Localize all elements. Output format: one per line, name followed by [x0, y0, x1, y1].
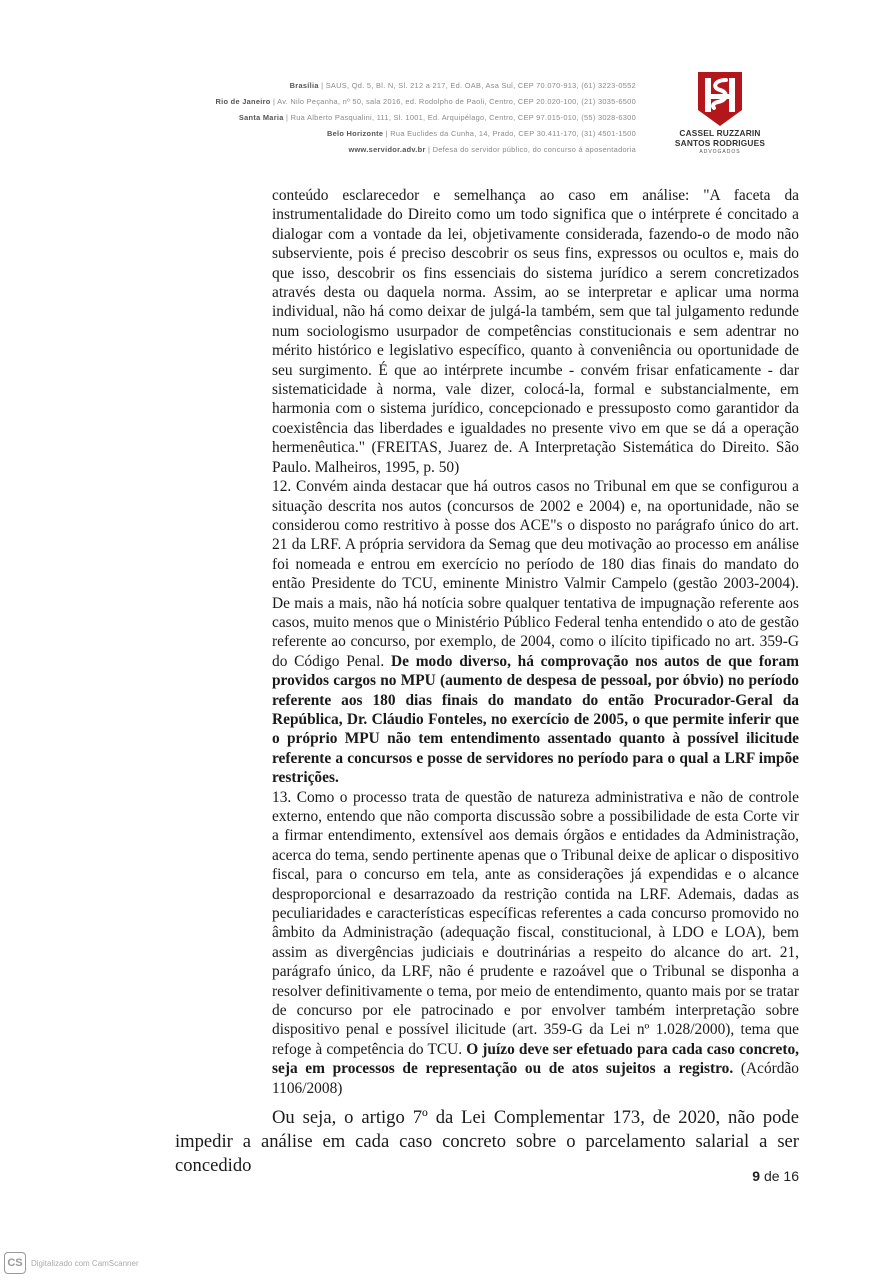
- quote-paragraph-12: [272, 477, 799, 788]
- quoted-citation-block: [272, 186, 799, 1098]
- quote-text: 13. Como o processo trata de questão de natureza administrativa e não de controle externo, entendo que não comporta discussão sobre a possibilidade de esta Corte vir a firmar entendimento, extensível aos demais órgãos e entidades da Administração, acerca do tema, sendo pertinente apenas que o Tribunal deixe de aplicar o dispositivo fiscal, para o concurso em tela, ante as considerações já expendidas e o alcance desproporcional e desarrazoado da restrição contida na LRF. Ademais, dadas as peculiaridades e características específicas referentes a cada concurso promovido no âmbito da Administração (adequação fiscal, constitucional, à LDO e LOA), bem assim as divergências judiciais e doutrinárias a respeito do alcance do art. 21, parágrafo único, da LRF, não é prudente e razoável que o Tribunal se disponha a resolver definitivamente o tema, por meio de entendimento, quanto mais por se tratar de concurso por ele patrocinado e por envolver também interpretação sobre dispositivo penal e possível ilicitude (art. 359-G da Lei nº 1.028/2000), tema que refoge à competência do TCU.: [272, 788, 799, 1058]
- address-line: Belo Horizonte | Rua Euclides da Cunha, 14, Prado, CEP 30.411-170, (31) 4501-1500: [326, 129, 636, 138]
- address-text: Av. Nilo Peçanha, nº 50, sala 2016, ed. Rodolpho de Paoli, Centro, CEP 20.020-100, (21) 3035-6500: [277, 97, 636, 106]
- address-city: Brasília: [289, 81, 319, 90]
- address-city: Santa Maria: [238, 113, 284, 122]
- page-current: 9: [752, 1168, 761, 1184]
- address-text: Rua Euclides da Cunha, 14, Prado, CEP 30.411-170, (31) 4501-1500: [390, 129, 636, 138]
- quote-bold-text: De modo diverso, há comprovação nos autos de que foram providos cargos no MPU (aumento de despesa de pessoal, por óbvio) no período referente aos 180 dias finais do mandato do então Procurador-Geral da República, Dr. Cláudio Fonteles, no exercício de 2005, o que permite inferir que o próprio MPU não tem entendimento assentado quanto à possível ilicitude referente a concursos e posse de servidores no período para o qual a LRF impõe restrições.: [272, 652, 799, 787]
- quote-paragraph: conteúdo esclarecedor e semelhança ao caso em análise: "A faceta da instrumentalidade do Direito como um todo significa que o intérprete é concitado a dialogar com a vontade da lei, objetivamente considerada, fazendo-o de modo não subserviente, pois é preciso descobrir os seus fins, expressos ou ocultos e, mais do que isso, descobrir os fins essenciais do sistema jurídico a serem concretizados através desta ou daquela norma. Assim, ao se interpretar e aplicar uma norma individual, não há como deixar de julgá-la também, sem que tal julgamento redunde num sociologismo usurpador de competências constitucionais e sem adentrar no mérito histórico e legislativo específico, quanto à conveniência ou oportunidade de seu surgimento. É que ao intérprete incumbe - convém frisar enfaticamente - dar sistematicidade à norma, vale dizer, colocá-la, formal e substancialmente, em harmonia com o sistema jurídico, concepcionado e pressuposto como garantidor da coexistência das liberdades e igualdades no presente vivo em que se dá a operação hermenêutica." (FREITAS, Juarez de. A Interpretação Sistemática do Direito. São Paulo. Malheiros, 1995, p. 50): [272, 187, 799, 476]
- quote-bold-text: O juízo deve ser efetuado para cada caso concreto, seja em processos de representação ou de atos sujeitos a registro.: [272, 1040, 800, 1078]
- page-total: 16: [783, 1168, 799, 1184]
- firm-name-line1: CASSEL RUZZARIN: [679, 128, 761, 138]
- page-number: [700, 1168, 799, 1184]
- letterhead-addresses: [150, 78, 636, 158]
- quote-citation: (Acórdão 1106/2008): [272, 1060, 799, 1097]
- camscanner-icon: CS: [4, 1252, 26, 1274]
- page-sep: de: [763, 1168, 780, 1184]
- quote-text: 12. Convém ainda destacar que há outros casos no Tribunal em que se configurou a situação descrita nos autos (concursos de 2002 e 2004) e, na oportunidade, não se considerou como restritivo à posse dos ACE"s o disposto no parágrafo único do art. 21 da LRF. A própria servidora da Semag que deu motivação ao processo em análise foi nomeada e entrou em exercício no período de 180 dias finais do mandato do então Presidente do TCU, eminente Ministro Valmir Campelo (gestão 2003-2004). De mais a mais, não há notícia sobre qualquer tentativa de impugnação referente aos casos, muito menos que o Ministério Público Federal tenha entendido o ato de gestão referente ao concurso, por exemplo, de 2004, como o ilícito tipificado no art. 359-G do Código Penal.: [272, 478, 799, 670]
- address-line: Santa Maria | Rua Alberto Pasqualini, 111, Sl. 1001, Ed. Arquipélago, Centro, CEP 97.015-010, (55) 3028-6300: [238, 113, 636, 122]
- firm-emblem-icon: [696, 70, 744, 128]
- watermark-text: Digitalizado com CamScanner: [31, 1258, 139, 1268]
- scanner-watermark: [4, 1252, 139, 1274]
- website-link: www.servidor.adv.br: [348, 145, 426, 154]
- address-line: www.servidor.adv.br | Defesa do servidor público, do concurso à aposentadoria: [348, 145, 636, 154]
- firm-name-line2: SANTOS RODRIGUES: [674, 138, 766, 148]
- address-line: Brasília | SAUS, Qd. 5, Bl. N, Sl. 212 a 217, Ed. OAB, Asa Sul, CEP 70.070-913, (61) 3223-0552: [289, 81, 636, 90]
- address-text: SAUS, Qd. 5, Bl. N, Sl. 212 a 217, Ed. OAB, Asa Sul, CEP 70.070-913, (61) 3223-0552: [325, 81, 636, 90]
- body-paragraph: Ou seja, o artigo 7º da Lei Complementar 173, de 2020, não pode impedir a análise em cada caso concreto sobre o parcelamento salarial a ser concedido: [175, 1107, 799, 1176]
- address-city: Rio de Janeiro: [215, 97, 271, 106]
- address-city: Belo Horizonte: [326, 129, 384, 138]
- quote-paragraph-13: [272, 788, 799, 1099]
- firm-subtitle: ADVOGADOS: [699, 149, 741, 155]
- address-text: Rua Alberto Pasqualini, 111, Sl. 1001, Ed. Arquipélago, Centro, CEP 97.015-010, (55) 3028-6300: [290, 113, 636, 122]
- firm-logo: [672, 70, 768, 156]
- tagline: Defesa do servidor público, do concurso à aposentadoria: [432, 145, 636, 154]
- address-line: Rio de Janeiro | Av. Nilo Peçanha, nº 50, sala 2016, ed. Rodolpho de Paoli, Centro, CEP 20.020-100, (21) 3035-6500: [215, 97, 636, 106]
